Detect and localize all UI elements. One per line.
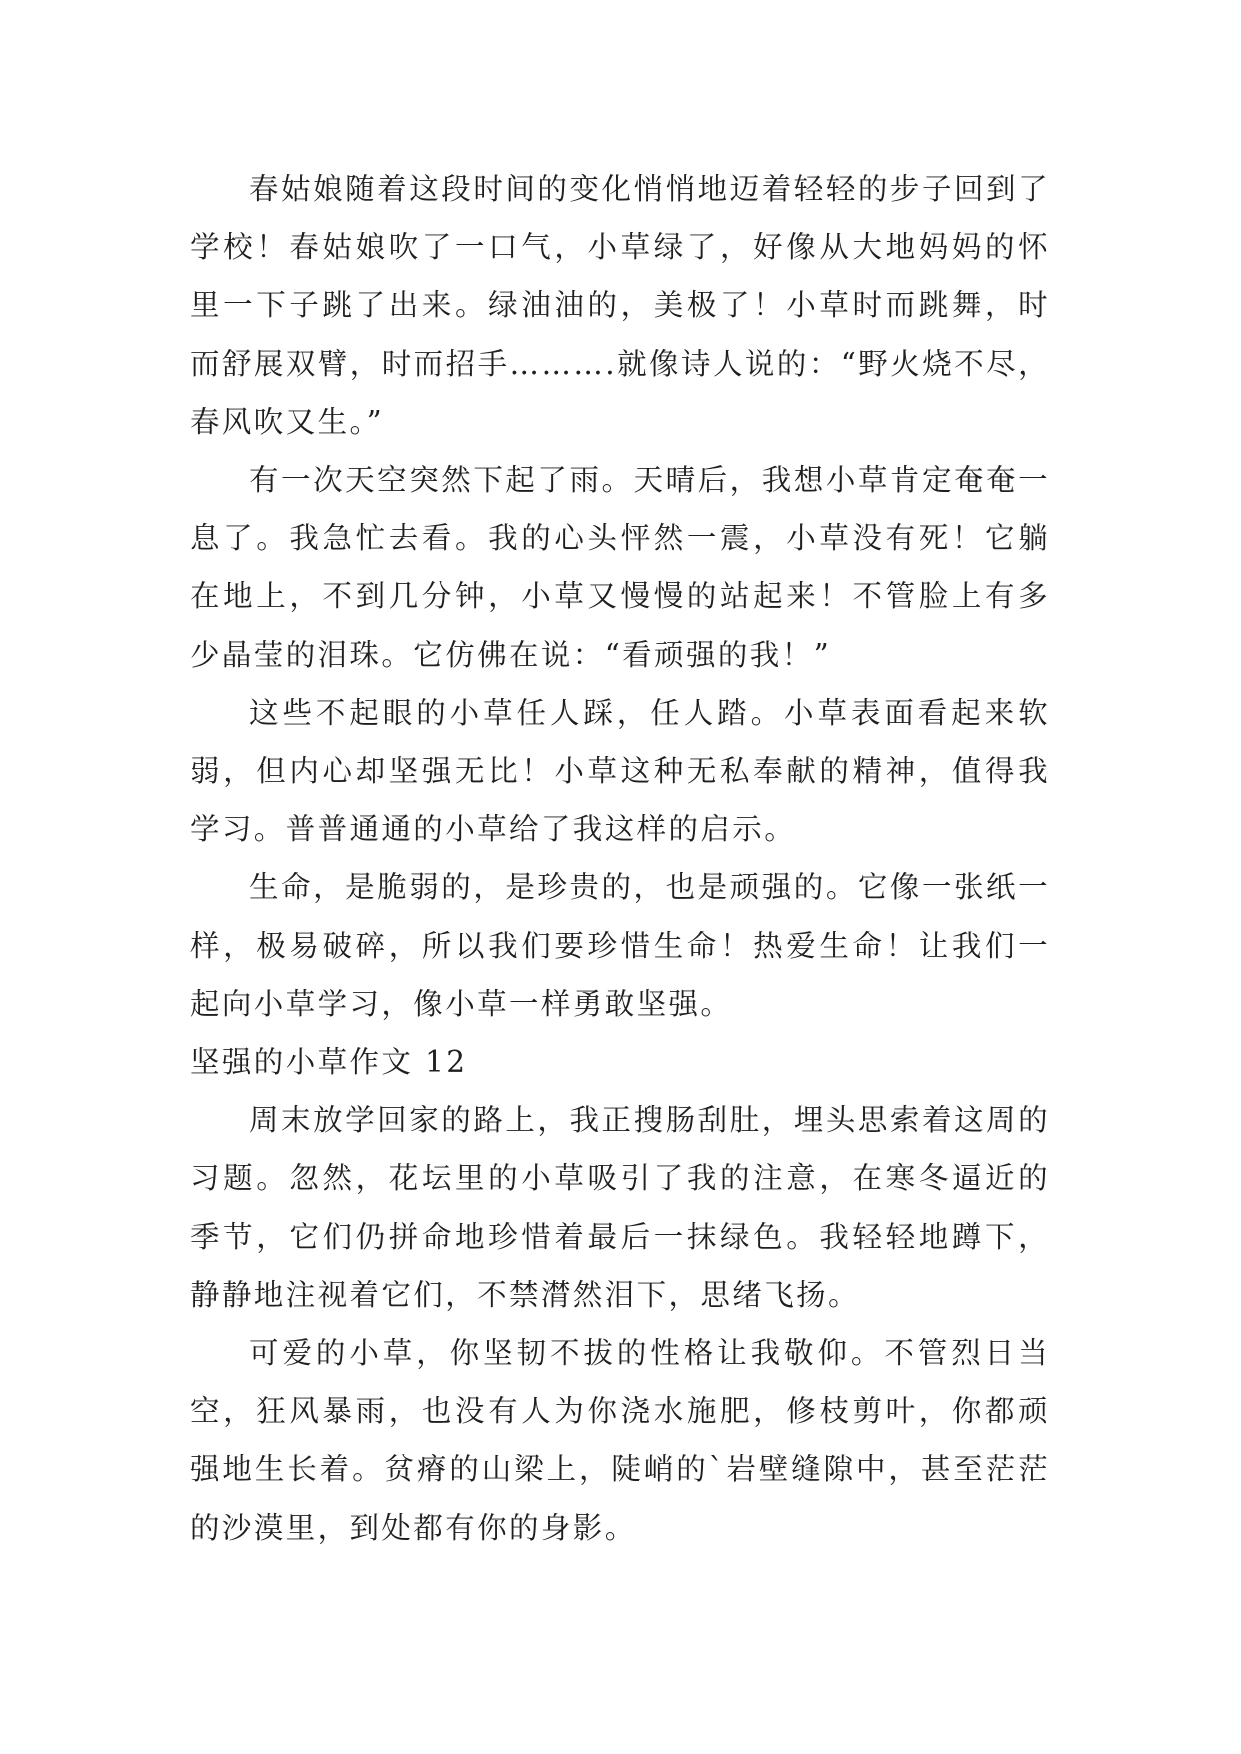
document-body [190,160,1050,1557]
paragraph-life: 生命，是脆弱的，是珍贵的，也是顽强的。它像一张纸一样，极易破碎，所以我们要珍惜生命！热爱生命！让我们一起向小草学习，像小草一样勇敢坚强。 [190,870,1050,1021]
paragraph-trampled: 这些不起眼的小草任人踩，任人踏。小草表面看起来软弱，但内心却坚强无比！小草这种无私奉献的精神，值得我学习。普普通通的小草给了我这样的启示。 [190,695,1050,847]
paragraph-tenacity: 可爱的小草，你坚韧不拔的性格让我敬仰。不管烈日当空，狂风暴雨，也没有人为你浇水施肥，修枝剪叶，你都顽强地生长着。贫瘠的山梁上，陡峭的`岩壁缝隙中，甚至茫茫的沙漠里，到处都有你的身影。 [190,1336,1050,1545]
paragraph-weekend: 周末放学回家的路上，我正搜肠刮肚，埋头思索着这周的习题。忽然，花坛里的小草吸引了我的注意，在寒冬逼近的季节，它们仍拼命地珍惜着最后一抹绿色。我轻轻地蹲下，静静地注视着它们，不禁潸然泪下，思绪飞扬。 [190,1103,1050,1312]
section-title: 坚强的小草作文 12 [190,1045,468,1080]
paragraph-rain: 有一次天空突然下起了雨。天晴后，我想小草肯定奄奄一息了。我急忙去看。我的心头怦然一震，小草没有死！它躺在地上，不到几分钟，小草又慢慢的站起来！不管脸上有多少晶莹的泪珠。它仿佛在说：“看顽强的我！” [190,463,1050,672]
paragraph-spring-grass: 春姑娘随着这段时间的变化悄悄地迈着轻轻的步子回到了学校！春姑娘吹了一口气，小草绿了，好像从大地妈妈的怀里一下子跳了出来。绿油油的，美极了！小草时而跳舞，时而舒展双臂，时而招手……….就像诗人说的：“野火烧不尽，春风吹又生。” [190,172,1050,439]
